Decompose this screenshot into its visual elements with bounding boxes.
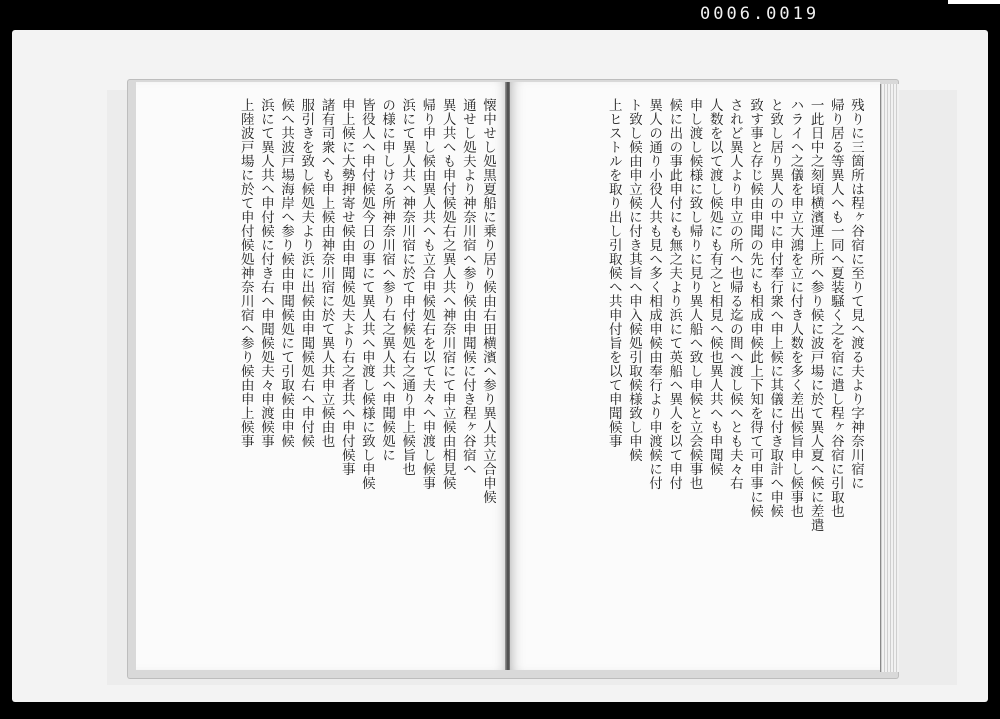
text-column: 申し渡し候様に致し帰りに見り異人船へ致し申候と立会候事也 bbox=[686, 98, 703, 490]
text-column: ハライヘ之儀を申立大鴻を立に付き人数を多く差出候旨申し候事也 bbox=[787, 98, 804, 518]
text-column: 帰り申し候由異人共へも立合申候処右を以て夫々へ申渡し候事 bbox=[419, 98, 436, 490]
left-page-text bbox=[150, 98, 496, 656]
text-column: 懐中せし処黒夏船に乗り居り候由右田横濱へ参り異人共立合申候 bbox=[480, 98, 496, 504]
text-column: 上陸波戸場に於て申付候処神奈川宿へ参り候由申上候事 bbox=[237, 98, 254, 448]
text-column: と致し居り異人の中に申付奉行衆へ申上候に其儀に付き取計へ申候 bbox=[767, 98, 784, 518]
text-column: 浜にて異人共へ神奈川宿に於て申付候処右之通り申上候旨也 bbox=[399, 98, 416, 476]
text-column: 上ヒストルを取り出し引取候へ共申付旨を以て申聞候事 bbox=[605, 98, 622, 448]
text-column: 申上候に大勢押寄せ候由申聞候処夫より右之者共へ申付候事 bbox=[338, 98, 355, 476]
page-edges bbox=[880, 84, 899, 672]
text-column: されど異人より申立の所へ也帰る迄の間へ渡し候へとも夫々右 bbox=[726, 98, 743, 490]
film-frame-tab bbox=[948, 0, 1000, 4]
film-frame-number: 0006.0019 bbox=[700, 4, 820, 24]
open-book bbox=[128, 78, 898, 682]
text-column: 残りに三箇所は程ヶ谷宿に至りて見へ渡る夫より字神奈川宿に bbox=[848, 98, 864, 490]
text-column: ト致し候由申立候に付き其旨へ申入候処引取候様致し申候 bbox=[625, 98, 642, 462]
right-page-text bbox=[522, 98, 864, 656]
text-column: 皆役人へ申付候処今日の事にて異人共へ申渡し候様に致し申候 bbox=[358, 98, 375, 490]
text-column: 人数を以て渡し候処にも有之と相見へ候也異人共へも申聞候 bbox=[706, 98, 723, 476]
text-column: 諸有司衆へも申上候由神奈川宿に於て異人共申立候由也 bbox=[318, 98, 335, 448]
left-page bbox=[136, 82, 508, 670]
text-column: 致す事と存じ候由申聞の先にも相成申候此上下知を得て可申事に候 bbox=[747, 98, 764, 518]
text-column: 通せし処夫より神奈川宿へ参り候由申聞候に付き程ヶ谷宿へ bbox=[459, 98, 476, 476]
text-column: の様に申しける所神奈川宿へ参り右之異人共へ申聞候処に bbox=[379, 98, 396, 462]
text-column: 候へ共波戸場海岸へ参り候由申聞候処にて引取候由申候 bbox=[278, 98, 295, 448]
text-column: 候に出の事此申付にも無之夫より浜にて英船へ異人を以て申付 bbox=[666, 98, 683, 490]
text-column: 異人共へも申付候処右之異人共へ神奈川宿にて申立候由相見候 bbox=[439, 98, 456, 490]
text-column: 一此日中之刻頃横濱運上所へ参り候に波戸場に於て異人夏へ候に差遣 bbox=[807, 98, 824, 532]
text-column: 服引きを致し候処夫より浜に出候由申聞候処右へ申付候 bbox=[298, 98, 315, 448]
text-column: 異人の通り小役人共も見へ多く相成申候由奉行より申渡候に付 bbox=[646, 98, 663, 490]
right-page bbox=[510, 82, 880, 670]
text-column: 帰り居る等異人へも一同へ夏装騒く之を宿に遣し程ヶ谷宿に引取也 bbox=[827, 98, 844, 518]
text-column: 浜にて異人共へ申付候に付き右へ申聞候処夫々申渡候事 bbox=[257, 98, 274, 448]
